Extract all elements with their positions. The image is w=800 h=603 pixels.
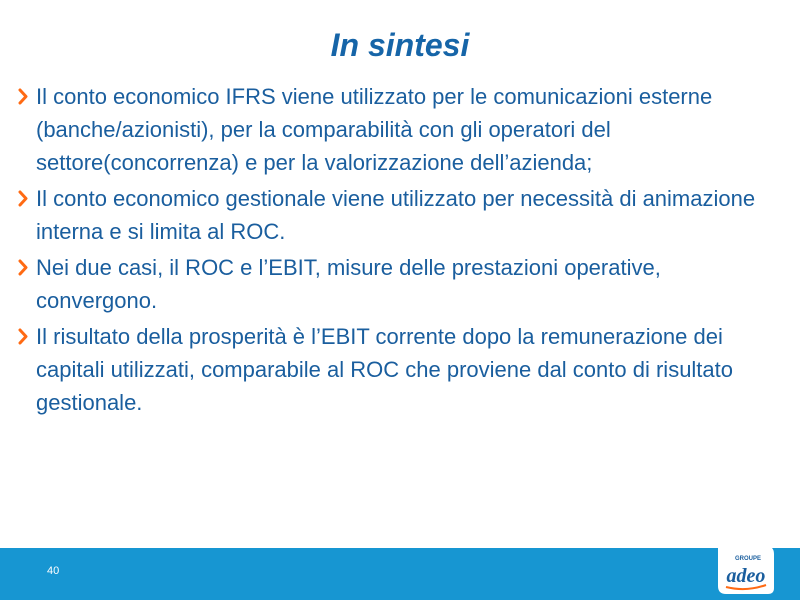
bullet-item: [18, 251, 778, 317]
chevron-right-icon: [18, 251, 32, 284]
bullet-item: [18, 182, 778, 248]
bullet-text: Il conto economico IFRS viene utilizzato per le comunicazioni esterne (banche/azionisti), per la comparabilità con gli operatori del settore(concorrenza) e per la valorizzazione dell’azienda;: [36, 84, 713, 175]
svg-text:GROUPE: GROUPE: [734, 556, 762, 562]
bullet-text: Nei due casi, il ROC e l’EBIT, misure delle prestazioni operative, convergono.: [36, 255, 661, 313]
svg-text:adeo: adeo: [726, 565, 766, 587]
bullet-text: Il risultato della prosperità è l’EBIT corrente dopo la remunerazione dei capitali utilizzati, comparabile al ROC che proviene dal conto di risultato gestionale.: [36, 324, 734, 415]
bullet-list: [18, 80, 778, 422]
page-number: 40: [47, 565, 60, 577]
bullet-item: [18, 80, 778, 179]
bullet-text: Il conto economico gestionale viene utilizzato per necessità di animazione interna e si limita al ROC.: [36, 186, 756, 244]
footer-band: [0, 548, 800, 600]
chevron-right-icon: [18, 80, 32, 113]
slide-title: In sintesi: [330, 27, 470, 63]
chevron-right-icon: [18, 320, 32, 353]
adeo-logo-icon: [712, 538, 782, 598]
chevron-right-icon: [18, 182, 32, 215]
bullet-item: [18, 320, 778, 419]
